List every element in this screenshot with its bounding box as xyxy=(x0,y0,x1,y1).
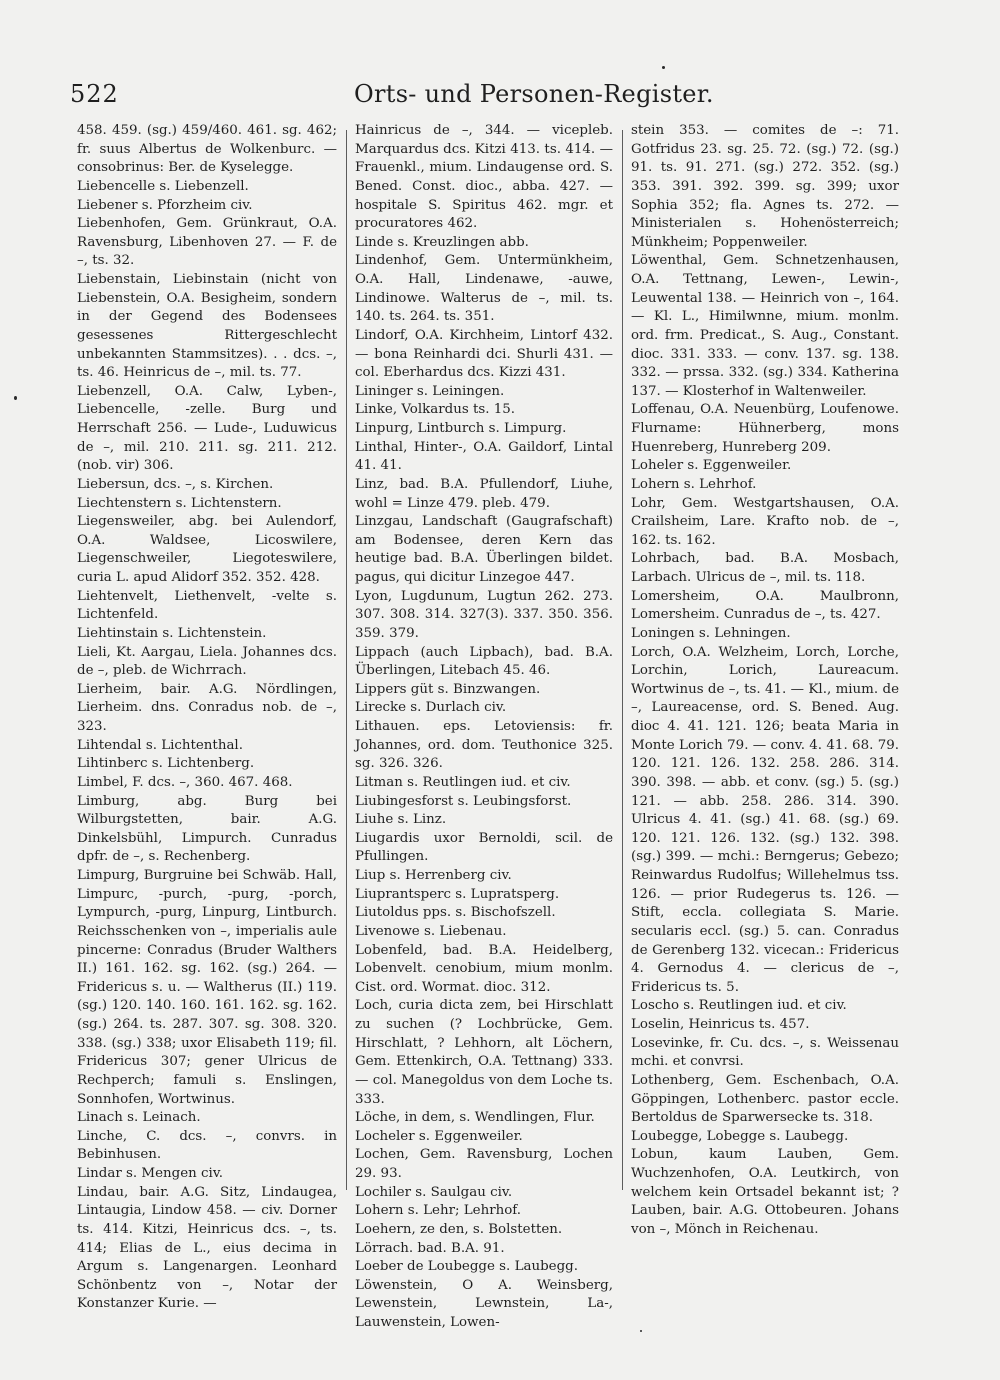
index-entry: Liebenzell, O.A. Calw, Lyben-, Liebencelle, -zelle. Burg und Herrschaft 256. — Lude-, Luduwicus de –, mil. 210. 211. sg. 211. 212. (nob. vir) 306. xyxy=(77,383,337,474)
index-entry: Liehtenvelt, Liethenvelt, -velte s. Lichtenfeld. xyxy=(77,588,337,623)
paper-speck xyxy=(662,66,665,69)
index-entry: Loheler s. Eggenweiler. xyxy=(631,458,792,474)
index-entry: 458. 459. (sg.) 459/460. 461. sg. 462; fr. suus Albertus de Wolkenburc. — consobrinus: Ber. de Kyselegge. xyxy=(77,123,337,176)
index-entry: stein 353. — comites de –: 71. Gotfridus 23. sg. 25. 72. (sg.) 72. (sg.) 91. ts. 91. 271. (sg.) 272. 352. (sg.) 353. 391. 392. 399. sg. 399; uxor Sophia 352; fla. Agnes ts. 272. — Ministerialen s. Hohenösterreich; Münkheim; Poppenweiler. xyxy=(631,123,899,250)
index-entry: Liebenhofen, Gem. Grünkraut, O.A. Ravensburg, Libenhoven 27. — F. de –, ts. 32. xyxy=(77,216,337,269)
index-entry: Liebencelle s. Liebenzell. xyxy=(77,178,249,194)
index-entry: Löwenthal, Gem. Schnetzenhausen, O.A. Tettnang, Lewen-, Lewin-, Leuwental 138. — Heinrich von –, 164. — Kl. L., Himilwnne, mium. monlm. ord. frm. Predicat., S. Aug., Constant. dioc. 331. 333. — conv. 137. sg. 138. 332. — prssa. 332. (sg.) 334. Katherina 137. — Klosterhof in Waltenweiler. xyxy=(631,253,899,399)
index-entry: Lindorf, O.A. Kirchheim, Lintorf 432. — bona Reinhardi dci. Shurli 431. — col. Eberhardus dcs. Kizzi 431. xyxy=(355,327,613,381)
page-number: 522 xyxy=(70,80,119,108)
index-entry: Lindenhof, Gem. Untermünkheim, O.A. Hall, Lindenawe, -auwe, Lindinowe. Walterus de –, mil. ts. 140. ts. 264. ts. 351. xyxy=(355,253,613,325)
index-entry: Hainricus de –, 344. — vicepleb. Marquardus dcs. Kitzi 413. ts. 414. — Frauenkl., mium. Lindaugense ord. S. Bened. Const. dioc., abba. 427. — hospitale S. Spiritus 462. mgr. et procuratores 462. xyxy=(355,123,613,232)
index-entry: Lothenberg, Gem. Eschenbach, O.A. Göppingen, Lothenberc. pastor eccle. Bertoldus de Sparwersecke ts. 318. xyxy=(631,1072,899,1126)
index-entry: Lobun, kaum Lauben, Gem. Wuchzenhofen, O.A. Leutkirch, von welchem kein Ortsadel bekannt ist; ? Lauben, bair. A.G. Ottobeuren. Johans von –, Mönch in Reichenau. xyxy=(631,1147,899,1237)
index-entry: Linche, C. dcs. –, convrs. in Bebinhusen. xyxy=(77,1128,337,1163)
index-entry: Lithauen. eps. Letoviensis: fr. Johannes, ord. dom. Teuthonice 325. sg. 326. 326. xyxy=(355,719,613,772)
index-entry: Linzgau, Landschaft (Gaugrafschaft) am Bodensee, deren Kern das heutige bad. B.A. Überlingen bildet. pagus, qui dicitur Linzegoe 447. xyxy=(355,514,613,585)
index-entry: Loch, curia dicta zem, bei Hirschlatt zu suchen (? Lochbrücke, Gem. Hirschlatt, ? Lehhorn, alt Löchern, Gem. Ettenkirch, O.A. Tettnang) 333. — col. Manegoldus von dem Loche ts. 333. xyxy=(355,998,613,1107)
index-entry: Loehern, ze den, s. Bolstetten. xyxy=(355,1221,563,1237)
index-entry: Lippach (auch Lipbach), bad. B.A. Überlingen, Litebach 45. 46. xyxy=(355,644,613,679)
index-entry: Lorch, O.A. Welzheim, Lorch, Lorche, Lorchin, Lorich, Laureacum. Wortwinus de –, ts. 41. — Kl., mium. de –, Laureacense, ord. S. Bened. Aug. dioc 4. 41. 121. 126; beata Maria in Monte Lorich 79. — conv. 4. 41. 68. 79. 120. 121. 126. 132. 258. 286. 314. 390. 398. — abb. et conv. (sg.) 5. (sg.) 121. — abb. 258. 286. 314. 390. Ulricus 4. 41. (sg.) 41. 68. (sg.) 69. 120. 121. 126. 132. (sg.) 132. 398. (sg.) 399. — mchi.: Berngerus; Gebezo; Reinwardus Rudolfus; Willehelmus tss. 126. — prior Rudegerus ts. 126. — Stift, eccla. collegiata S. Marie. secularis eccl. (sg.) 5. can. Conradus de Gerenberg 132. vicecan.: Fridericus 4. Gernodus 4. — clericus de –, Fridericus ts. 5. xyxy=(631,644,899,995)
index-column-middle xyxy=(355,122,613,1330)
index-entry: Lindar s. Mengen civ. xyxy=(77,1166,224,1181)
index-entry: Livenowe s. Liebenau. xyxy=(355,923,507,939)
index-entry: Linach s. Leinach. xyxy=(77,1110,201,1126)
paper-speck xyxy=(14,396,17,400)
index-entry: Loselin, Heinricus ts. 457. xyxy=(631,1017,810,1032)
index-entry: Lyon, Lugdunum, Lugtun 262. 273. 307. 308. 314. 327(3). 337. 350. 356. 359. 379. xyxy=(355,588,613,641)
index-entry: Lirecke s. Durlach civ. xyxy=(355,700,507,716)
index-entry: Loningen s. Lehningen. xyxy=(631,625,791,641)
paper-speck xyxy=(640,1330,642,1332)
index-entry: Lihtendal s. Lichtenthal. xyxy=(77,737,243,753)
index-entry: Lochiler s. Saulgau civ. xyxy=(355,1184,513,1200)
index-entry: Liebener s. Pforzheim civ. xyxy=(77,197,253,213)
index-entry: Löwenstein, O A. Weinsberg, Lewenstein, Lewnstein, La-, Lauwenstein, Lowen- xyxy=(355,1277,613,1330)
index-entry: Lochen, Gem. Ravensburg, Lochen 29. 93. xyxy=(355,1147,613,1181)
index-entry: Lieli, Kt. Aargau, Liela. Johannes dcs. de –, pleb. de Wichrrach. xyxy=(77,644,337,679)
index-entry: Lippers güt s. Binzwangen. xyxy=(355,681,541,697)
index-column-right xyxy=(631,122,899,1322)
index-entry: Linthal, Hinter-, O.A. Gaildorf, Lintal 41. 41. xyxy=(355,439,613,474)
index-entry: Liuhe s. Linz. xyxy=(355,812,447,828)
index-entry: Loeber de Loubegge s. Laubegg. xyxy=(355,1259,578,1275)
index-entry: Liebenstain, Liebinstain (nicht von Liebenstein, O.A. Besigheim, sondern in der Gegend des Bodensees gesessenes Rittergeschlecht unbekannten Stammsitzes). . . dcs. –, ts. 46. Heinricus de –, mil. ts. 77. xyxy=(77,272,337,381)
index-entry: Losevinke, fr. Cu. dcs. –, s. Weissenau mchi. et convrsi. xyxy=(631,1035,899,1070)
index-entry: Loffenau, O.A. Neuenbürg, Loufenowe. Flurname: Hühnerberg, mons Huenreberg, Hunreberg 209. xyxy=(631,402,899,455)
index-entry: Linpurg, Lintburch s. Limpurg. xyxy=(355,421,567,436)
index-entry: Lohrbach, bad. B.A. Mosbach, Larbach. Ulricus de –, mil. ts. 118. xyxy=(631,551,899,585)
running-title: Orts- und Personen-Register. xyxy=(354,80,714,108)
index-entry: Liugardis uxor Bernoldi, scil. de Pfullingen. xyxy=(355,830,613,865)
index-entry: Lierheim, bair. A.G. Nördlingen, Lierheim. dns. Conradus nob. de –, 323. xyxy=(77,681,337,734)
column-divider xyxy=(346,130,347,1190)
index-entry: Linde s. Kreuzlingen abb. xyxy=(355,234,529,250)
index-entry: Liutoldus pps. s. Bischofszell. xyxy=(355,905,556,921)
index-entry: Litman s. Reutlingen iud. et civ. xyxy=(355,774,571,790)
index-entry: Loscho s. Reutlingen iud. et civ. xyxy=(631,998,847,1014)
index-entry: Limbel, F. dcs. –, 360. 467. 468. xyxy=(77,774,293,790)
index-entry: Lobenfeld, bad. B.A. Heidelberg, Lobenvelt. cenobium, mium monlm. Cist. ord. Wormat. dioc. 312. xyxy=(355,942,613,995)
index-entry: Lininger s. Leiningen. xyxy=(355,383,505,399)
index-entry: Lohr, Gem. Westgartshausen, O.A. Crailsheim, Lare. Krafto nob. de –, 162. ts. 162. xyxy=(631,495,899,548)
index-entry: Liehtinstain s. Lichtenstein. xyxy=(77,625,267,641)
index-entry: Lörrach. bad. B.A. 91. xyxy=(355,1240,505,1256)
index-entry: Liebersun, dcs. –, s. Kirchen. xyxy=(77,476,274,492)
index-entry: Linz, bad. B.A. Pfullendorf, Liuhe, wohl = Linze 479. pleb. 479. xyxy=(355,476,613,511)
index-entry: Limpurg, Burgruine bei Schwäb. Hall, Limpurc, -purch, -purg, -porch, Lympurch, -purg, Linpurg, Lintburch. Reichsschenken von –, imperialis aule pincerne: Conradus (Bruder Walthers II.) 161. 162. sg. 162. (sg.) 264. — Fridericus s. u. — Waltherus (II.) 119. (sg.) 120. 140. 160. 161. 162. sg. 162. (sg.) 264. ts. 287. 307. sg. 308. 320. 338. (sg.) 338; uxor Elisabeth 119; fil. Fridericus 307; gener Ulricus de Rechperch; famuli s. Enslingen, Sonnhofen, Wortwinus. xyxy=(77,868,337,1107)
index-entry: Loubegge, Lobegge s. Laubegg. xyxy=(631,1128,849,1144)
index-column-left xyxy=(77,122,337,1322)
index-entry: Liechtenstern s. Lichtenstern. xyxy=(77,495,282,511)
index-entry: Liubingesforst s. Leubingsforst. xyxy=(355,793,572,809)
index-entry: Löche, in dem, s. Wendlingen, Flur. xyxy=(355,1110,595,1126)
index-entry: Lihtinberc s. Lichtenberg. xyxy=(77,756,255,772)
index-entry: Liuprantsperc s. Lupratsperg. xyxy=(355,886,560,902)
index-entry: Lomersheim, O.A. Maulbronn, Lomersheim. Cunradus de –, ts. 427. xyxy=(631,588,899,623)
index-entry: Lohern s. Lehr; Lehrhof. xyxy=(355,1203,522,1219)
index-entry: Liegensweiler, abg. bei Aulendorf, O.A. Waldsee, Licoswilere, Liegenschweiler, Liegoteswilere, curia L. apud Alidorf 352. 352. 428. xyxy=(77,514,337,585)
column-divider xyxy=(622,130,623,1190)
index-entry: Liup s. Herrenberg civ. xyxy=(355,868,512,883)
page-header xyxy=(70,80,930,114)
index-entry: Lohern s. Lehrhof. xyxy=(631,476,757,492)
index-entry: Locheler s. Eggenweiler. xyxy=(355,1128,523,1144)
index-entry: Linke, Volkardus ts. 15. xyxy=(355,402,516,418)
index-entry: Limburg, abg. Burg bei Wilburgstetten, bair. A.G. Dinkelsbühl, Limpurch. Cunradus dpfr. de –, s. Rechenberg. xyxy=(77,793,337,865)
index-entry: Lindau, bair. A.G. Sitz, Lindaugea, Lintaugia, Lindow 458. — civ. Dorner ts. 414. Kitzi, Heinricus dcs. –, ts. 414; Elias de L., eius decima in Argum s. Langenargen. Leonhard Schönbentz von –, Notar der Konstanzer Kurie. — xyxy=(77,1184,337,1312)
